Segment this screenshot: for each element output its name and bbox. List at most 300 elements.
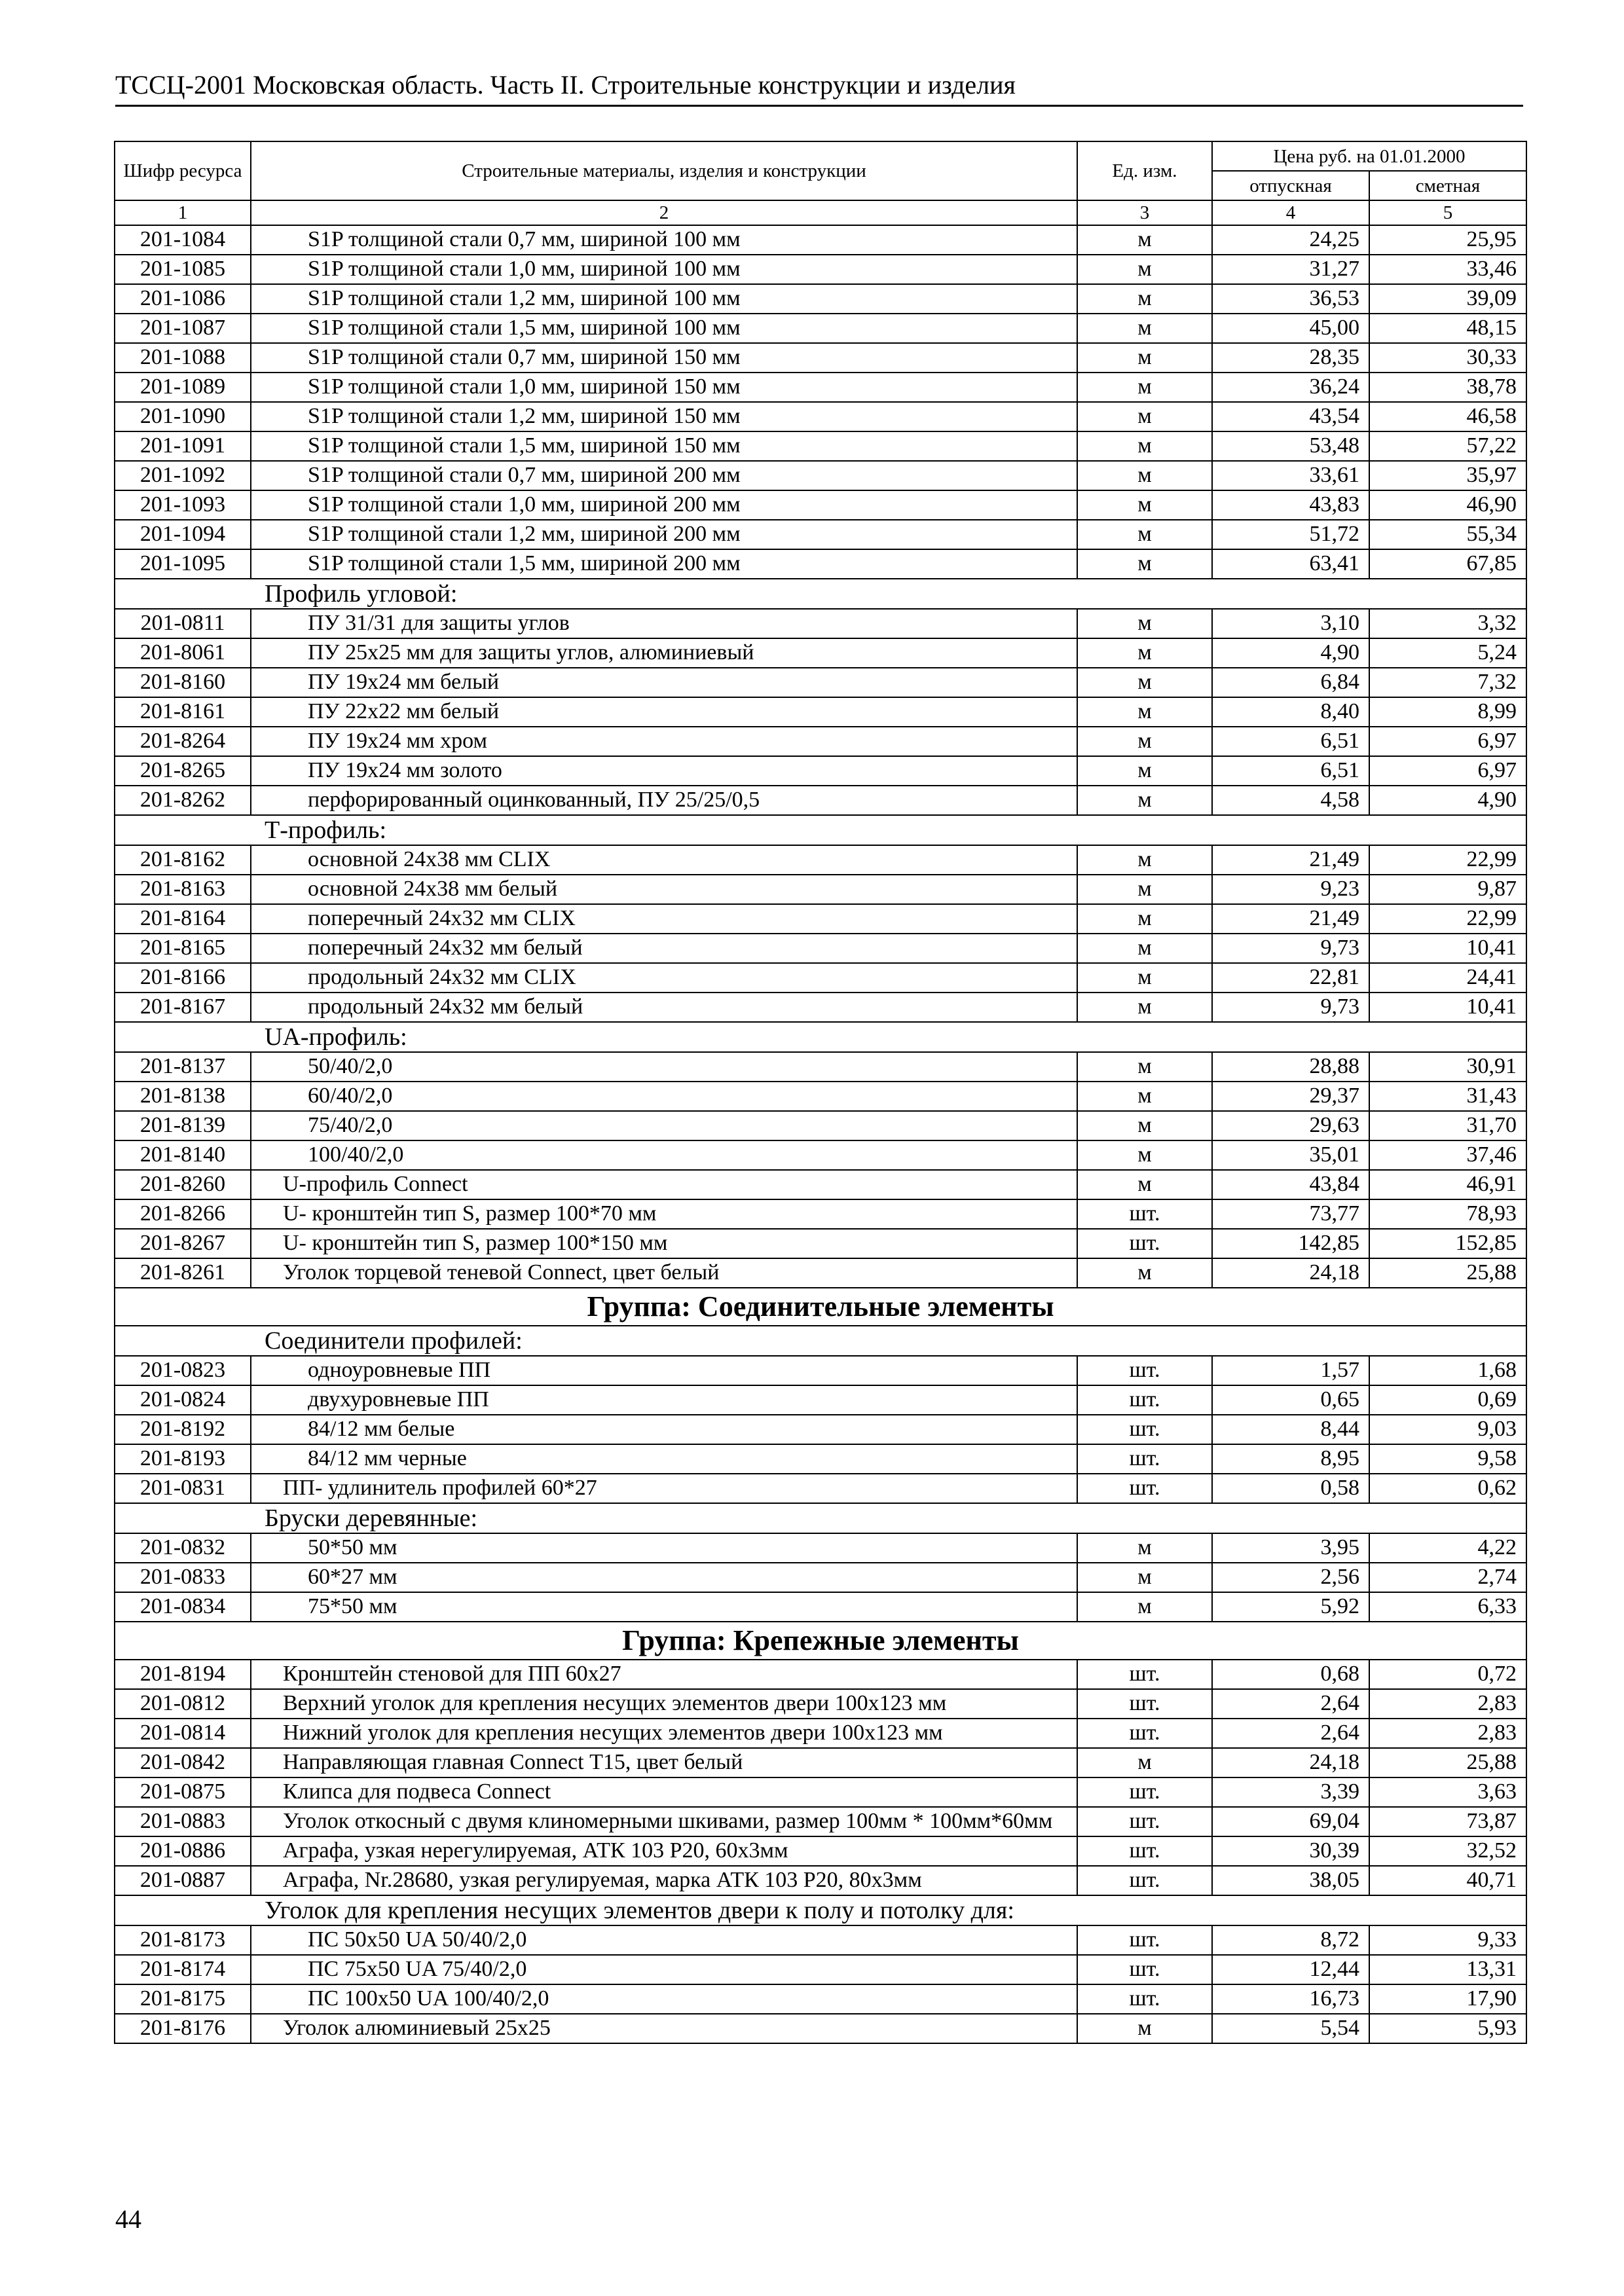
resource-code: 201-8165 — [115, 934, 251, 963]
estimate-price: 13,31 — [1369, 1955, 1526, 1984]
resource-code: 201-1092 — [115, 461, 251, 490]
release-price: 2,64 — [1212, 1719, 1369, 1748]
unit-of-measure: м — [1077, 1052, 1212, 1082]
estimate-price: 32,52 — [1369, 1836, 1526, 1866]
estimate-price: 0,62 — [1369, 1474, 1526, 1503]
release-price: 2,64 — [1212, 1689, 1369, 1719]
unit-of-measure: м — [1077, 904, 1212, 934]
resource-code: 201-0824 — [115, 1385, 251, 1415]
estimate-price: 8,99 — [1369, 697, 1526, 727]
resource-code: 201-0842 — [115, 1748, 251, 1777]
unit-of-measure: м — [1077, 756, 1212, 786]
section-heading: Уголок для крепления несущих элементов двери к полу и потолку для: — [115, 1895, 1526, 1925]
estimate-price: 6,97 — [1369, 756, 1526, 786]
estimate-price: 31,70 — [1369, 1111, 1526, 1140]
table-row — [115, 1533, 1526, 1563]
estimate-price: 46,90 — [1369, 490, 1526, 520]
resource-code: 201-8267 — [115, 1229, 251, 1258]
unit-of-measure: м — [1077, 993, 1212, 1022]
material-name: S1P толщиной стали 1,5 мм, шириной 200 мм — [251, 549, 1077, 579]
release-price: 45,00 — [1212, 314, 1369, 343]
estimate-price: 25,88 — [1369, 1748, 1526, 1777]
resource-code: 201-1095 — [115, 549, 251, 579]
table-row — [115, 993, 1526, 1022]
table-row — [115, 461, 1526, 490]
unit-of-measure: м — [1077, 1258, 1212, 1288]
unit-of-measure: шт. — [1077, 1415, 1212, 1444]
material-name: ПУ 22х22 мм белый — [251, 697, 1077, 727]
release-price: 22,81 — [1212, 963, 1369, 993]
release-price: 9,23 — [1212, 875, 1369, 904]
unit-of-measure: шт. — [1077, 1474, 1212, 1503]
material-name: U-профиль Connect — [251, 1170, 1077, 1199]
release-price: 8,95 — [1212, 1444, 1369, 1474]
col-header-unit: Ед. изм. — [1077, 141, 1212, 200]
estimate-price: 0,72 — [1369, 1660, 1526, 1689]
col-header-code: Шифр ресурса — [115, 141, 251, 200]
material-name: основной 24х38 мм CLIX — [251, 845, 1077, 875]
unit-of-measure: шт. — [1077, 1719, 1212, 1748]
estimate-price: 7,32 — [1369, 668, 1526, 697]
page-number: 44 — [115, 2204, 141, 2234]
table-body — [115, 225, 1526, 2043]
estimate-price: 37,46 — [1369, 1140, 1526, 1170]
estimate-price: 3,63 — [1369, 1777, 1526, 1807]
estimate-price: 73,87 — [1369, 1807, 1526, 1836]
unit-of-measure: м — [1077, 697, 1212, 727]
estimate-price: 30,91 — [1369, 1052, 1526, 1082]
release-price: 69,04 — [1212, 1807, 1369, 1836]
resource-code: 201-1085 — [115, 255, 251, 284]
unit-of-measure: шт. — [1077, 1199, 1212, 1229]
material-name: S1P толщиной стали 1,5 мм, шириной 100 мм — [251, 314, 1077, 343]
table-row — [115, 875, 1526, 904]
group-heading-row — [115, 1288, 1526, 1326]
unit-of-measure: м — [1077, 343, 1212, 373]
table-row — [115, 1111, 1526, 1140]
release-price: 29,63 — [1212, 1111, 1369, 1140]
table-row — [115, 1748, 1526, 1777]
unit-of-measure: м — [1077, 1111, 1212, 1140]
release-price: 24,25 — [1212, 225, 1369, 255]
material-name: Аграфа, Nr.28680, узкая регулируемая, марка АТК 103 Р20, 80х3мм — [251, 1866, 1077, 1895]
material-name: одноуровневые ПП — [251, 1356, 1077, 1385]
table-row — [115, 697, 1526, 727]
material-name: 50/40/2,0 — [251, 1052, 1077, 1082]
material-name: 75*50 мм — [251, 1592, 1077, 1622]
table-row — [115, 963, 1526, 993]
resource-code: 201-8137 — [115, 1052, 251, 1082]
resource-code: 201-8175 — [115, 1984, 251, 2014]
release-price: 30,39 — [1212, 1836, 1369, 1866]
material-name: поперечный 24х32 мм белый — [251, 934, 1077, 963]
table-row — [115, 786, 1526, 815]
material-name: ПС 50х50 UA 50/40/2,0 — [251, 1925, 1077, 1955]
resource-code: 201-8163 — [115, 875, 251, 904]
table-row — [115, 1719, 1526, 1748]
section-heading: Бруски деревянные: — [115, 1503, 1526, 1533]
estimate-price: 25,88 — [1369, 1258, 1526, 1288]
release-price: 4,90 — [1212, 638, 1369, 668]
material-name: основной 24х38 мм белый — [251, 875, 1077, 904]
resource-code: 201-8260 — [115, 1170, 251, 1199]
material-name: ПП- удлинитель профилей 60*27 — [251, 1474, 1077, 1503]
material-name: Уголок откосный с двумя клиномерными шкивами, размер 100мм * 100мм*60мм — [251, 1807, 1077, 1836]
unit-of-measure: м — [1077, 875, 1212, 904]
unit-of-measure: м — [1077, 520, 1212, 549]
estimate-price: 22,99 — [1369, 845, 1526, 875]
resource-code: 201-1090 — [115, 402, 251, 431]
table-row — [115, 1592, 1526, 1622]
resource-code: 201-8193 — [115, 1444, 251, 1474]
table-row — [115, 1140, 1526, 1170]
material-name: S1P толщиной стали 0,7 мм, шириной 100 мм — [251, 225, 1077, 255]
section-heading: Соединители профилей: — [115, 1326, 1526, 1356]
release-price: 24,18 — [1212, 1748, 1369, 1777]
release-price: 2,56 — [1212, 1563, 1369, 1592]
unit-of-measure: шт. — [1077, 1385, 1212, 1415]
release-price: 3,10 — [1212, 609, 1369, 638]
resource-code: 201-0883 — [115, 1807, 251, 1836]
unit-of-measure: м — [1077, 255, 1212, 284]
table-row — [115, 225, 1526, 255]
material-name: двухуровневые ПП — [251, 1385, 1077, 1415]
estimate-price: 9,03 — [1369, 1415, 1526, 1444]
estimate-price: 22,99 — [1369, 904, 1526, 934]
release-price: 63,41 — [1212, 549, 1369, 579]
unit-of-measure: м — [1077, 284, 1212, 314]
material-name: S1P толщиной стали 1,5 мм, шириной 150 мм — [251, 431, 1077, 461]
estimate-price: 40,71 — [1369, 1866, 1526, 1895]
resource-code: 201-8161 — [115, 697, 251, 727]
material-name: S1P толщиной стали 1,0 мм, шириной 200 мм — [251, 490, 1077, 520]
resource-code: 201-8261 — [115, 1258, 251, 1288]
resource-code: 201-8167 — [115, 993, 251, 1022]
resource-code: 201-8266 — [115, 1199, 251, 1229]
table-row — [115, 1052, 1526, 1082]
unit-of-measure: шт. — [1077, 1229, 1212, 1258]
document-title: ТССЦ-2001 Московская область. Часть II. Строительные конструкции и изделия — [115, 70, 1016, 100]
estimate-price: 2,83 — [1369, 1689, 1526, 1719]
release-price: 16,73 — [1212, 1984, 1369, 2014]
estimate-price: 31,43 — [1369, 1082, 1526, 1111]
release-price: 0,58 — [1212, 1474, 1369, 1503]
estimate-price: 67,85 — [1369, 549, 1526, 579]
material-name: S1P толщиной стали 1,2 мм, шириной 150 мм — [251, 402, 1077, 431]
resource-code: 201-1084 — [115, 225, 251, 255]
section-heading-row — [115, 579, 1526, 609]
table-row — [115, 934, 1526, 963]
material-name: Уголок торцевой теневой Connect, цвет белый — [251, 1258, 1077, 1288]
material-name: 75/40/2,0 — [251, 1111, 1077, 1140]
table-row — [115, 638, 1526, 668]
material-name: 50*50 мм — [251, 1533, 1077, 1563]
resource-code: 201-0814 — [115, 1719, 251, 1748]
material-name: Кронштейн стеновой для ПП 60х27 — [251, 1660, 1077, 1689]
unit-of-measure: м — [1077, 934, 1212, 963]
material-name: S1P толщиной стали 1,2 мм, шириной 100 мм — [251, 284, 1077, 314]
estimate-price: 4,22 — [1369, 1533, 1526, 1563]
unit-of-measure: м — [1077, 2014, 1212, 2043]
table-row — [115, 1955, 1526, 1984]
unit-of-measure: шт. — [1077, 1356, 1212, 1385]
resource-code: 201-0811 — [115, 609, 251, 638]
material-name: Верхний уголок для крепления несущих элементов двери 100х123 мм — [251, 1689, 1077, 1719]
table-row — [115, 314, 1526, 343]
material-name: S1P толщиной стали 0,7 мм, шириной 150 мм — [251, 343, 1077, 373]
section-heading-row — [115, 1895, 1526, 1925]
release-price: 36,24 — [1212, 373, 1369, 402]
unit-of-measure: шт. — [1077, 1955, 1212, 1984]
material-name: Уголок алюминиевый 25х25 — [251, 2014, 1077, 2043]
resource-code: 201-1089 — [115, 373, 251, 402]
estimate-price: 55,34 — [1369, 520, 1526, 549]
table-row — [115, 1258, 1526, 1288]
release-price: 73,77 — [1212, 1199, 1369, 1229]
table-row — [115, 1925, 1526, 1955]
material-name: Нижний уголок для крепления несущих элементов двери 100х123 мм — [251, 1719, 1077, 1748]
col-number: 5 — [1369, 200, 1526, 225]
table-row — [115, 1199, 1526, 1229]
table-row — [115, 1689, 1526, 1719]
resource-code: 201-0887 — [115, 1866, 251, 1895]
unit-of-measure: м — [1077, 845, 1212, 875]
section-heading-row — [115, 1326, 1526, 1356]
table-row — [115, 904, 1526, 934]
table-row — [115, 1385, 1526, 1415]
section-heading: Профиль угловой: — [115, 579, 1526, 609]
resource-code: 201-8173 — [115, 1925, 251, 1955]
estimate-price: 24,41 — [1369, 963, 1526, 993]
unit-of-measure: м — [1077, 1592, 1212, 1622]
release-price: 38,05 — [1212, 1866, 1369, 1895]
table-head-row — [115, 141, 1526, 171]
release-price: 35,01 — [1212, 1140, 1369, 1170]
release-price: 6,51 — [1212, 727, 1369, 756]
release-price: 4,58 — [1212, 786, 1369, 815]
table-row — [115, 1563, 1526, 1592]
resource-code: 201-8194 — [115, 1660, 251, 1689]
unit-of-measure: м — [1077, 1563, 1212, 1592]
material-name: ПУ 31/31 для защиты углов — [251, 609, 1077, 638]
resource-code: 201-8262 — [115, 786, 251, 815]
table-row — [115, 549, 1526, 579]
release-price: 8,72 — [1212, 1925, 1369, 1955]
resource-code: 201-0823 — [115, 1356, 251, 1385]
material-name: Направляющая главная Connect Т15, цвет белый — [251, 1748, 1077, 1777]
resource-code: 201-8264 — [115, 727, 251, 756]
material-name: продольный 24х32 мм CLIX — [251, 963, 1077, 993]
unit-of-measure: м — [1077, 461, 1212, 490]
release-price: 29,37 — [1212, 1082, 1369, 1111]
release-price: 51,72 — [1212, 520, 1369, 549]
release-price: 28,35 — [1212, 343, 1369, 373]
release-price: 43,83 — [1212, 490, 1369, 520]
resource-code: 201-8162 — [115, 845, 251, 875]
table-row — [115, 255, 1526, 284]
table-row — [115, 845, 1526, 875]
section-heading-row — [115, 815, 1526, 845]
group-heading-row — [115, 1622, 1526, 1660]
table-row — [115, 373, 1526, 402]
table-row — [115, 1356, 1526, 1385]
resource-code: 201-0833 — [115, 1563, 251, 1592]
table-row — [115, 1866, 1526, 1895]
unit-of-measure: м — [1077, 314, 1212, 343]
estimate-price: 152,85 — [1369, 1229, 1526, 1258]
table-row — [115, 343, 1526, 373]
release-price: 43,54 — [1212, 402, 1369, 431]
unit-of-measure: м — [1077, 609, 1212, 638]
material-name: ПС 75х50 UA 75/40/2,0 — [251, 1955, 1077, 1984]
unit-of-measure: м — [1077, 549, 1212, 579]
table-row — [115, 1474, 1526, 1503]
unit-of-measure: м — [1077, 1140, 1212, 1170]
material-name: 60/40/2,0 — [251, 1082, 1077, 1111]
unit-of-measure: м — [1077, 225, 1212, 255]
unit-of-measure: шт. — [1077, 1689, 1212, 1719]
table-row — [115, 1082, 1526, 1111]
table-row — [115, 727, 1526, 756]
table-row — [115, 1229, 1526, 1258]
release-price: 31,27 — [1212, 255, 1369, 284]
material-name: S1P толщиной стали 1,0 мм, шириной 150 мм — [251, 373, 1077, 402]
unit-of-measure: м — [1077, 1082, 1212, 1111]
material-name: ПУ 19х24 мм золото — [251, 756, 1077, 786]
estimate-price: 78,93 — [1369, 1199, 1526, 1229]
material-name: 100/40/2,0 — [251, 1140, 1077, 1170]
estimate-price: 48,15 — [1369, 314, 1526, 343]
estimate-price: 2,83 — [1369, 1719, 1526, 1748]
release-price: 8,44 — [1212, 1415, 1369, 1444]
section-heading: UA-профиль: — [115, 1022, 1526, 1052]
release-price: 3,95 — [1212, 1533, 1369, 1563]
release-price: 6,51 — [1212, 756, 1369, 786]
resource-code: 201-0886 — [115, 1836, 251, 1866]
release-price: 21,49 — [1212, 845, 1369, 875]
estimate-price: 5,24 — [1369, 638, 1526, 668]
material-name: ПС 100х50 UA 100/40/2,0 — [251, 1984, 1077, 2014]
table-row — [115, 490, 1526, 520]
material-name: ПУ 19х24 мм белый — [251, 668, 1077, 697]
price-table — [114, 141, 1527, 2044]
unit-of-measure: шт. — [1077, 1444, 1212, 1474]
unit-of-measure: м — [1077, 638, 1212, 668]
col-number: 2 — [251, 200, 1077, 225]
material-name: U- кронштейн тип S, размер 100*70 мм — [251, 1199, 1077, 1229]
table-row — [115, 1660, 1526, 1689]
unit-of-measure: м — [1077, 1170, 1212, 1199]
resource-code: 201-1088 — [115, 343, 251, 373]
unit-of-measure: м — [1077, 1748, 1212, 1777]
estimate-price: 5,93 — [1369, 2014, 1526, 2043]
col-header-estimate-price: сметная — [1369, 171, 1526, 200]
unit-of-measure: шт. — [1077, 1836, 1212, 1866]
estimate-price: 4,90 — [1369, 786, 1526, 815]
estimate-price: 35,97 — [1369, 461, 1526, 490]
material-name: S1P толщиной стали 0,7 мм, шириной 200 мм — [251, 461, 1077, 490]
material-name: ПУ 25х25 мм для защиты углов, алюминиевый — [251, 638, 1077, 668]
unit-of-measure: шт. — [1077, 1866, 1212, 1895]
table-row — [115, 1984, 1526, 2014]
material-name: продольный 24х32 мм белый — [251, 993, 1077, 1022]
estimate-price: 0,69 — [1369, 1385, 1526, 1415]
estimate-price: 38,78 — [1369, 373, 1526, 402]
table-row — [115, 431, 1526, 461]
unit-of-measure: шт. — [1077, 1777, 1212, 1807]
material-name: S1P толщиной стали 1,0 мм, шириной 100 мм — [251, 255, 1077, 284]
col-number: 4 — [1212, 200, 1369, 225]
unit-of-measure: м — [1077, 668, 1212, 697]
estimate-price: 6,97 — [1369, 727, 1526, 756]
unit-of-measure: м — [1077, 402, 1212, 431]
resource-code: 201-8174 — [115, 1955, 251, 1984]
release-price: 33,61 — [1212, 461, 1369, 490]
release-price: 142,85 — [1212, 1229, 1369, 1258]
resource-code: 201-8176 — [115, 2014, 251, 2043]
resource-code: 201-8166 — [115, 963, 251, 993]
unit-of-measure: м — [1077, 1533, 1212, 1563]
material-name: 84/12 мм черные — [251, 1444, 1077, 1474]
material-name: U- кронштейн тип S, размер 100*150 мм — [251, 1229, 1077, 1258]
release-price: 21,49 — [1212, 904, 1369, 934]
estimate-price: 33,46 — [1369, 255, 1526, 284]
resource-code: 201-0875 — [115, 1777, 251, 1807]
estimate-price: 9,33 — [1369, 1925, 1526, 1955]
material-name: S1P толщиной стали 1,2 мм, шириной 200 мм — [251, 520, 1077, 549]
release-price: 24,18 — [1212, 1258, 1369, 1288]
resource-code: 201-0812 — [115, 1689, 251, 1719]
table-row — [115, 1807, 1526, 1836]
resource-code: 201-1086 — [115, 284, 251, 314]
estimate-price: 2,74 — [1369, 1563, 1526, 1592]
resource-code: 201-0834 — [115, 1592, 251, 1622]
running-header — [115, 65, 1523, 107]
release-price: 9,73 — [1212, 934, 1369, 963]
table-row — [115, 609, 1526, 638]
estimate-price: 6,33 — [1369, 1592, 1526, 1622]
table-row — [115, 756, 1526, 786]
material-name: ПУ 19х24 мм хром — [251, 727, 1077, 756]
estimate-price: 3,32 — [1369, 609, 1526, 638]
resource-code: 201-8160 — [115, 668, 251, 697]
unit-of-measure: м — [1077, 431, 1212, 461]
col-number: 1 — [115, 200, 251, 225]
unit-of-measure: шт. — [1077, 1984, 1212, 2014]
material-name: 60*27 мм — [251, 1563, 1077, 1592]
col-number: 3 — [1077, 200, 1212, 225]
resource-code: 201-8061 — [115, 638, 251, 668]
estimate-price: 17,90 — [1369, 1984, 1526, 2014]
unit-of-measure: шт. — [1077, 1660, 1212, 1689]
resource-code: 201-1091 — [115, 431, 251, 461]
material-name: перфорированный оцинкованный, ПУ 25/25/0,5 — [251, 786, 1077, 815]
release-price: 28,88 — [1212, 1052, 1369, 1082]
unit-of-measure: м — [1077, 963, 1212, 993]
release-price: 0,65 — [1212, 1385, 1369, 1415]
unit-of-measure: м — [1077, 727, 1212, 756]
column-number-row — [115, 200, 1526, 225]
table-row — [115, 1777, 1526, 1807]
estimate-price: 1,68 — [1369, 1356, 1526, 1385]
release-price: 9,73 — [1212, 993, 1369, 1022]
estimate-price: 9,58 — [1369, 1444, 1526, 1474]
release-price: 0,68 — [1212, 1660, 1369, 1689]
unit-of-measure: м — [1077, 490, 1212, 520]
resource-code: 201-8164 — [115, 904, 251, 934]
col-header-release-price: отпускная — [1212, 171, 1369, 200]
table-row — [115, 1444, 1526, 1474]
